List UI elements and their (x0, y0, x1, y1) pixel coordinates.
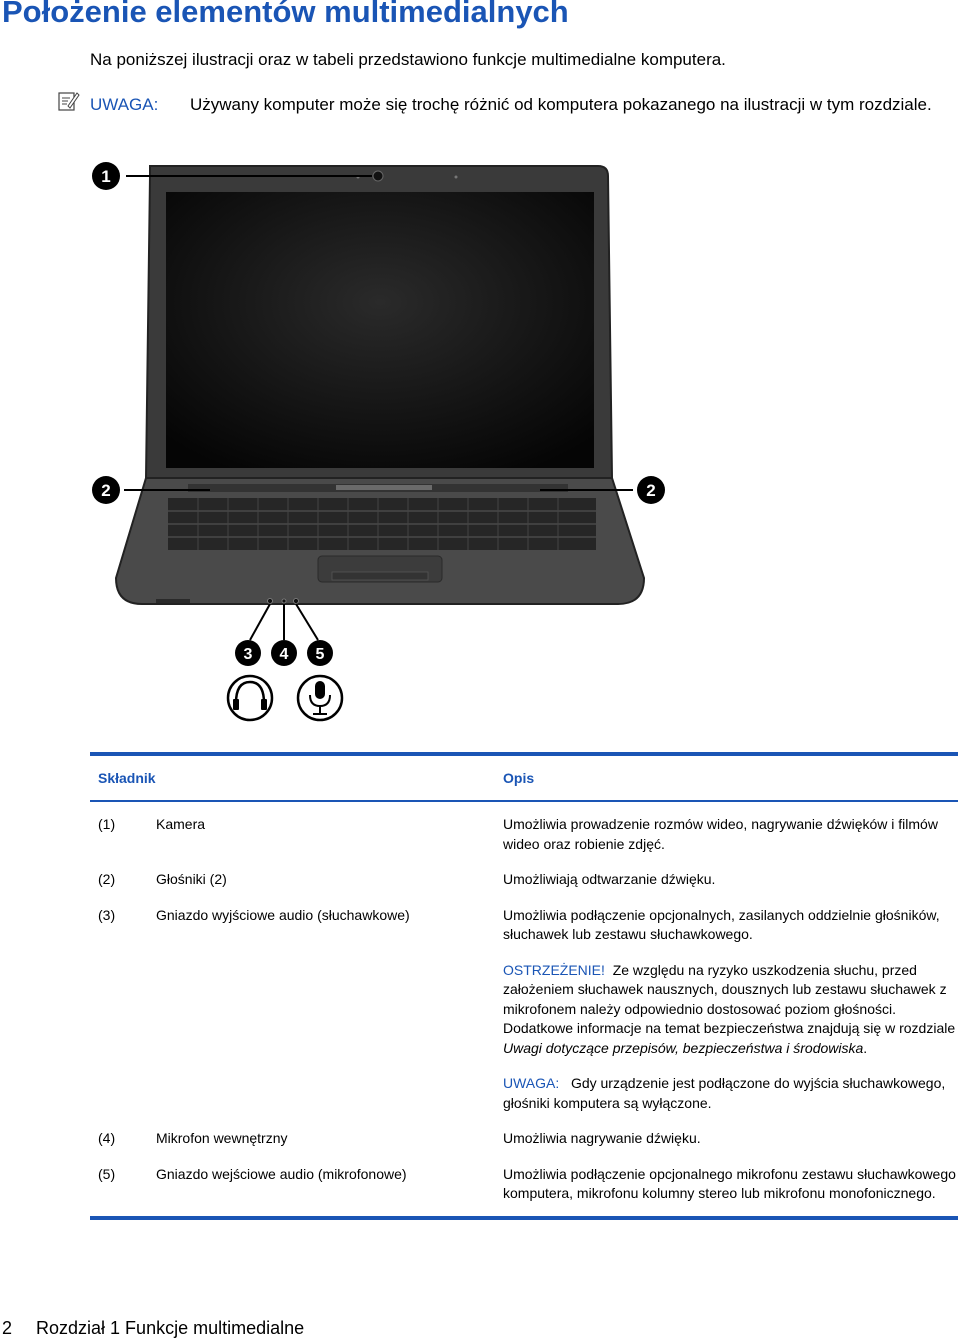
note-text: Używany komputer może się trochę różnić od komputera pokazanego na ilustracji w tym rozdziale. (190, 95, 932, 114)
table-row: (3) Gniazdo wyjściowe audio (słuchawkowe) Umożliwia podłączenie opcjonalnych, zasilanych oddzielnie głośników, słuchawek lub zestawu słuchawkowego. OSTRZEŻENIE! Ze względu na ryzyko uszkodzenia słuchu, przed założeniem słuchawek nausznych, dousznych lub zestawu słuchawek z mikrofonem należy odpowiednio dostosować poziom głośności. Dodatkowe informacje na temat bezpieczeństwa znajdują się w rozdziale Uwagi dotyczące przepisów, bezpieczeństwa i środowiska. UWAGA: Gdy urządzenie jest podłączone do wyjścia słuchawkowego, głośniki komputera są wyłączone. (90, 906, 958, 1114)
warning-paragraph: OSTRZEŻENIE! Ze względu na ryzyko uszkodzenia słuchu, przed założeniem słuchawek nausznych, dousznych lub zestawu słuchawek z mikrofonem należy odpowiednio dostosować poziom głośności. Dodatkowe informacje na temat bezpieczeństwa znajdują się w rozdziale Uwagi dotyczące przepisów, bezpieczeństwa i środowiska. (503, 961, 956, 1056)
webcam-icon (373, 171, 383, 181)
keyboard (168, 498, 596, 550)
laptop-screen (166, 192, 594, 468)
table-row: (5) Gniazdo wejściowe audio (mikrofonowe) Umożliwia podłączenie opcjonalnego mikrofonu zestawu słuchawkowego komputera, mikrofonu kolumny stereo lub mikrofonu monofonicznego. (98, 1165, 956, 1201)
header-description: Opis (503, 770, 535, 786)
chapter-title: Rozdział 1 Funkcje multimedialne (36, 1318, 305, 1338)
table-row: (4) Mikrofon wewnętrzny Umożliwia nagrywanie dźwięku. (98, 1130, 701, 1146)
table-row: (1) Kamera Umożliwia prowadzenie rozmów wideo, nagrywanie dźwięków i filmów wideo oraz robienie zdjęć. (98, 816, 938, 852)
headphones-icon (228, 676, 272, 720)
svg-text:2: 2 (646, 481, 656, 500)
svg-text:2: 2 (101, 481, 111, 500)
svg-text:1: 1 (101, 167, 111, 186)
row-note-label: UWAGA: (503, 1075, 560, 1091)
header-component: Składnik (98, 770, 156, 786)
page-number: 2 (2, 1318, 13, 1338)
note (90, 92, 952, 117)
page-title: Położenie elementów multimedialnych (2, 0, 569, 29)
warning-reference: Uwagi dotyczące przepisów, bezpieczeństwa i środowiska (503, 1039, 864, 1056)
svg-text:5: 5 (315, 646, 325, 663)
note-paragraph: UWAGA: Gdy urządzenie jest podłączone do wyjścia słuchawkowego, głośniki komputera są wyłączone. (503, 1075, 946, 1111)
svg-text:3: 3 (243, 646, 253, 663)
svg-text:4: 4 (279, 646, 289, 663)
page-footer (2, 1318, 304, 1339)
intro-text: Na poniższej ilustracji oraz w tabeli przedstawiono funkcje multimedialne komputera. (90, 50, 726, 69)
laptop-illustration (88, 158, 678, 728)
components-table (90, 752, 958, 1220)
table-row: (2) Głośniki (2) Umożliwiają odtwarzanie dźwięku. (98, 871, 716, 887)
note-pencil-icon (58, 90, 80, 112)
microphone-icon (298, 676, 342, 720)
note-label: UWAGA: (90, 95, 159, 114)
table-header (90, 756, 958, 800)
warning-label: OSTRZEŻENIE! (503, 961, 605, 978)
